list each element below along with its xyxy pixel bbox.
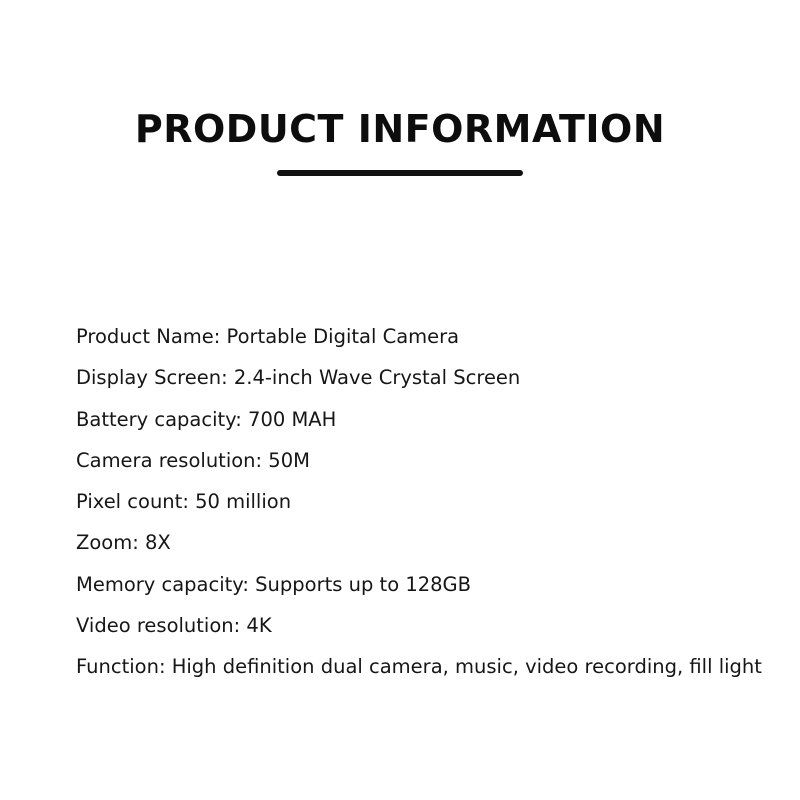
spec-list [76, 322, 791, 694]
spec-pixel-count: Pixel count: 50 million [76, 490, 292, 514]
spec-product-name: Product Name: Portable Digital Camera [76, 325, 460, 348]
spec-camera-resolution: Camera resolution: 50M [76, 448, 310, 472]
spec-memory-capacity: Memory capacity: Supports up to 128GB [76, 572, 472, 596]
spec-battery-capacity: Battery capacity: 700 MAH [76, 407, 337, 431]
title-divider [277, 170, 523, 176]
spec-zoom: Zoom: 8X [76, 531, 171, 555]
spec-function: Function: High definition dual camera, music, video recording, fill light [76, 655, 762, 679]
spec-display-screen: Display Screen: 2.4-inch Wave Crystal Screen [76, 366, 521, 390]
page-title: PRODUCT INFORMATION [134, 107, 666, 152]
spec-video-resolution: Video resolution: 4K [76, 614, 272, 638]
